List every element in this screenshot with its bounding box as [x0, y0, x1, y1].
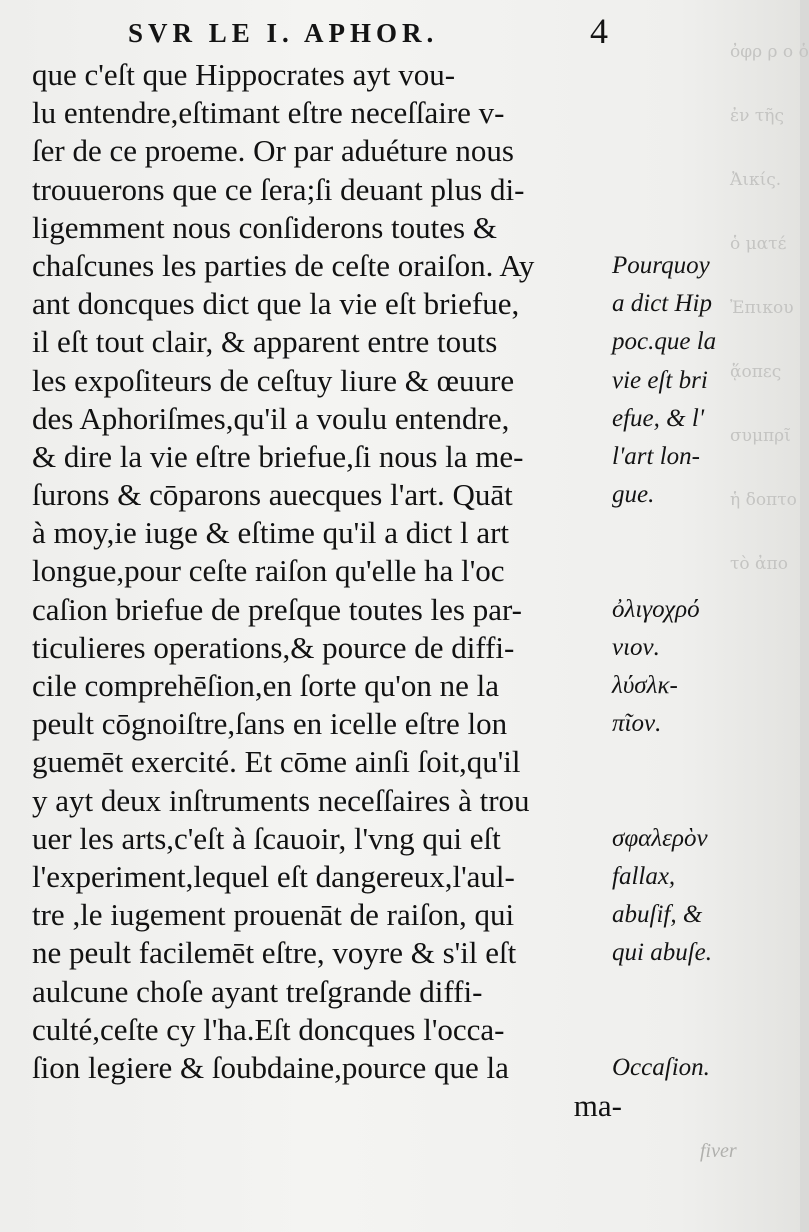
bleed-line: ἡ δοπτο: [730, 490, 797, 510]
text-line: ſurons & cōparons auecques l'art. Quāt: [32, 477, 513, 513]
text-line: ne peult facilemēt eſtre, voyre & s'il eſt: [32, 935, 517, 971]
margin-note-greek: πῖον.: [612, 710, 662, 738]
text-line: y ayt deux inſtruments neceſſaires à trou: [32, 782, 530, 818]
page-number: 4: [590, 11, 608, 51]
text-line: l'experiment,lequel eſt dangereux,l'aul-: [32, 858, 515, 894]
text-line: uer les arts,c'eſt à ſcauoir, l'vng qui eſt: [32, 820, 501, 856]
text-line: les expoſiteurs de ceſtuy liure & œuure: [32, 362, 515, 398]
text-line: ligemment nous conſiderons toutes &: [32, 209, 497, 245]
stray-bleed-mark: fiver: [700, 1140, 737, 1162]
text-line: aulcune choſe ayant treſgrande diffi-: [32, 973, 483, 1009]
text-line: ticulieres operations,& pource de diffi-: [32, 629, 515, 665]
running-head: SVR LE I. APHOR.: [128, 18, 439, 48]
margin-note-greek: ὀλιγοχρό: [612, 595, 700, 623]
bleed-line: συμπρῖ: [730, 426, 791, 446]
text-line: tre ,le iugement prouenāt de raiſon, qui: [32, 897, 515, 933]
text-line: à moy,ie iuge & eſtime qu'il a dict l art: [32, 515, 510, 551]
margin-note-line: efue, & l': [612, 404, 705, 432]
bleed-line: Ἐπικου: [730, 298, 794, 318]
margin-note-line: vie eſt bri: [612, 366, 708, 394]
text-line: il eſt tout clair, & apparent entre touts: [32, 324, 498, 360]
bleed-line: ἐν τῆς: [730, 106, 784, 126]
text-line: cile comprehēſion,en ſorte qu'on ne la: [32, 668, 499, 703]
bleed-line: ᾅοπες: [730, 362, 782, 382]
text-line: ſion legiere & ſoubdaine,pource que la: [32, 1049, 509, 1085]
margin-note-line: qui abuſe.: [612, 939, 712, 967]
text-line: ſer de ce proeme. Or par aduéture nous: [32, 133, 514, 169]
margin-note-line: Occaſion.: [612, 1053, 710, 1081]
text-line: trouuerons que ce ſera;ſi deuant plus di-: [32, 171, 525, 207]
text-line: des Aphoriſmes,qu'il a voulu entendre,: [32, 400, 510, 436]
text-line: & dire la vie eſtre briefue,ſi nous la me-: [32, 438, 524, 474]
margin-note-greek: νιον.: [612, 633, 660, 661]
margin-note-line: fallax,: [612, 862, 676, 890]
text-line: lu entendre,eſtimant eſtre neceſſaire v-: [32, 95, 505, 131]
text-line: longue,pour ceſte raiſon qu'elle ha l'oc: [32, 553, 505, 589]
text-line: culté,ceſte cy l'ha.Eſt doncques l'occa-: [32, 1011, 505, 1047]
margin-note-line: poc.que la: [612, 328, 717, 356]
text-line: que c'eſt que Hippocrates ayt vou-: [32, 57, 456, 92]
bleed-line: ὀφρ ρ ο ὁ: [730, 42, 809, 62]
margin-note-greek: σφαλερὸν: [612, 824, 708, 852]
margin-note-line: Pourquoy: [612, 251, 710, 279]
text-line: guemēt exercité. Et cōme ainſi ſoit,qu'il: [32, 744, 521, 780]
main-text-block: [32, 56, 622, 1125]
margin-notes: [612, 56, 800, 1087]
bleed-line: ὁ ματέ: [730, 234, 787, 254]
text-line: chaſcunes les parties de ceſte oraiſon. Ay: [32, 247, 535, 283]
text-line: caſion briefue de preſque toutes les par-: [32, 591, 523, 627]
catchword: ma-: [573, 1088, 622, 1124]
text-line: peult cōgnoiſtre,ſans en icelle eſtre lon: [32, 706, 508, 742]
margin-note-greek: λύσλκ-: [612, 672, 678, 699]
margin-note-line: gue.: [612, 481, 655, 509]
page-header: [128, 11, 608, 51]
margin-note-line: a dict Hip: [612, 290, 712, 318]
bleed-line: τὸ ἀπο: [730, 554, 788, 574]
bleed-line: Ἀικίς.: [730, 170, 782, 190]
text-line: ant doncques dict que la vie eſt briefue,: [32, 286, 520, 322]
margin-note-line: abuſif, &: [612, 901, 703, 929]
margin-note-line: l'art lon-: [612, 442, 700, 470]
